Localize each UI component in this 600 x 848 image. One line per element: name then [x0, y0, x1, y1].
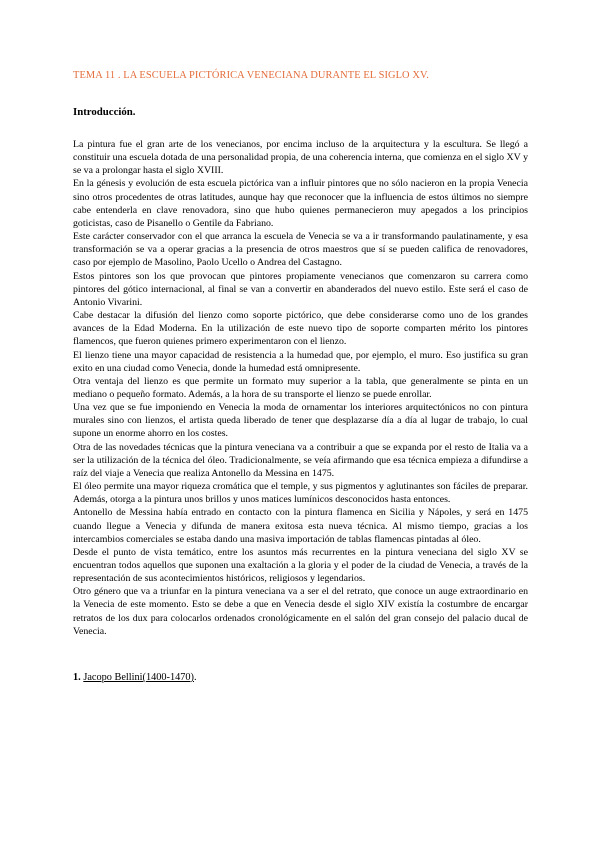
paragraph: Desde el punto de vista temático, entre los asuntos más recurrentes en la pintura veneciana del siglo XV se encuentran todos aquellos que suponen una exaltación a la gloria y el poder de la ciudad de Venecia, a través de la representación de sus acontecimientos históricos, religiosos y legendarios.	[73, 546, 528, 585]
paragraph: Una vez que se fue imponiendo en Venecia la moda de ornamentar los interiores arquitectónicos no con pintura murales sino con lienzos, el artista queda liberado de tener que desplazarse día a día al lugar de trabajo, lo cual supone un enorme ahorro en los costes.	[73, 402, 528, 440]
paragraph: Otra ventaja del lienzo es que permite un formato muy superior a la tabla, que generalmente se pinta en un mediano o pequeño formato. Además, a la hora de su transporte el lienzo se puede enrollar.	[73, 375, 528, 400]
document-title: TEMA 11 . LA ESCUELA PICTÓRICA VENECIANA DURANTE EL SIGLO XV.	[73, 70, 429, 81]
paragraph: Antonello de Messina había entrado en contacto con la pintura flamenca en Sicilia y Nápoles, y será en 1475 cuando llegue a Venecia y difunda de manera exitosa esta nueva técnica. Al mismo tiempo, gracias a los intercambios comerciales se estaba dando una masiva importación de tablas flamencas pintadas al óleo.	[73, 507, 528, 545]
paragraph: Cabe destacar la difusión del lienzo como soporte pictórico, que debe considerarse como uno de los grandes avances de la Edad Moderna. En la utilización de este nuevo tipo de soporte comparten mérito los pintores flamencos, que fueron quienes primero experimentaron con el lienzo.	[73, 310, 528, 348]
section-dates: (1400-1470)	[142, 671, 194, 683]
section-trailing: .	[194, 671, 197, 683]
paragraph: Este carácter conservador con el que arranca la escuela de Venecia se va a ir transformando paulatinamente, y esa transformación se va a operar gracias a la presencia de otros maestros que sí se pueden califica de renovadores, caso por ejemplo de Masolino, Paolo Ucello o Andrea del Castagno.	[73, 231, 528, 269]
paragraph: En la génesis y evolución de esta escuela pictórica van a influir pintores que no sólo nacieron en la propia Venecia sino otros procedentes de otras latitudes, aunque hay que reconocer que la influencia de estos últimos no siempre cabe entenderla en clave renovadora, sino que hubo quienes permanecieron muy apegados a los principios goticistas, caso de Pisanello o Gentile da Fabriano.	[73, 178, 528, 229]
paragraph: Otro género que va a triunfar en la pintura veneciana va a ser el del retrato, que conoce un auge extraordinario en la Venecia de este momento. Esto se debe a que en Venecia desde el siglo XIV existía la costumbre de encargar retratos de los dux para colocarlos ordenados cronológicamente en el salón del gran consejo del palacio ducal de Venecia.	[73, 586, 528, 637]
paragraph: Estos pintores son los que provocan que pintores propiamente venecianos que comenzaron su carrera como pintores del gótico internacional, al final se van a convertir en abanderados del nuevo estilo. Este será el caso de Antonio Vivarini.	[73, 270, 528, 308]
paragraph: La pintura fue el gran arte de los venecianos, por encima incluso de la arquitectura y la escultura. Se llegó a constituir una escuela dotada de una personalidad propia, de una coherencia interna, que comienza en el siglo XV y se va a prolongar hasta el siglo XVIII.	[73, 139, 528, 177]
section-name-link[interactable]: Jacopo Bellini	[83, 671, 143, 683]
section-heading-jacopo-bellini	[73, 671, 528, 684]
paragraph: El óleo permite una mayor riqueza cromática que el temple, y sus pigmentos y aglutinantes son fáciles de preparar. Además, otorga a la pintura unos brillos y unos matices lumínicos desconocidos hasta entonces.	[73, 481, 528, 506]
introduction-heading: Introducción.	[73, 106, 136, 118]
paragraph: Otra de las novedades técnicas que la pintura veneciana va a contribuir a que se expanda por el resto de Italia va a ser la utilización de la técnica del óleo. Tradicionalmente, se veía afirmando que esa técnica empieza a difundirse a raíz del viaje a Venecia que realiza Antonello da Messina en 1475.	[73, 441, 528, 479]
section-number: 1.	[73, 671, 81, 683]
body-text	[73, 138, 528, 638]
paragraph: El lienzo tiene una mayor capacidad de resistencia a la humedad que, por ejemplo, el muro. Eso justifica su gran exito en una ciudad como Venecia, donde la humedad está omnipresente.	[73, 349, 528, 374]
